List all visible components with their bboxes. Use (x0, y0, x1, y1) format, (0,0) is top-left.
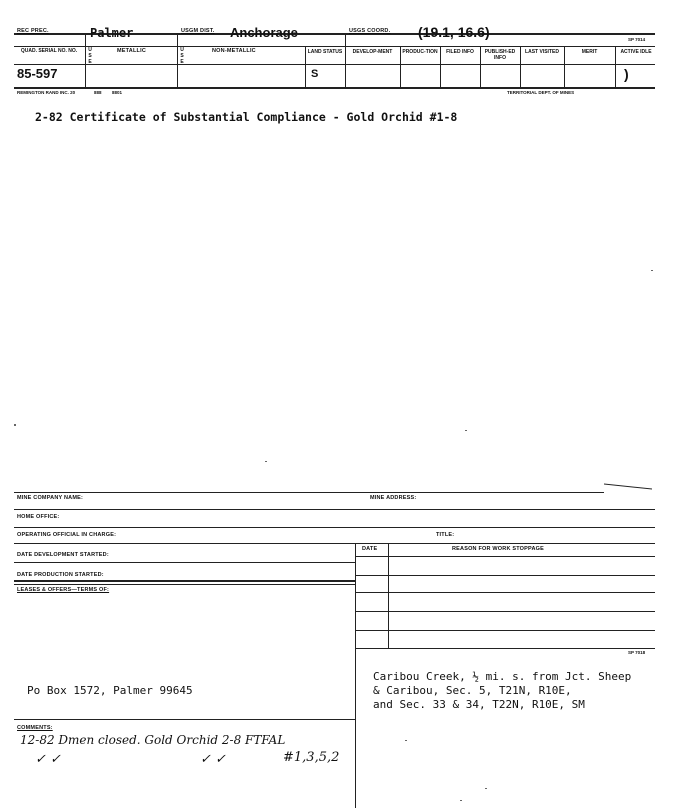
leases-label: LEASES & OFFERS—TERMS OF: (17, 587, 110, 593)
mine-address-value: Po Box 1572, Palmer 99645 (27, 684, 193, 697)
comments-label: COMMENTS: (17, 725, 53, 731)
last-visited-label: LAST VISITED (525, 49, 559, 55)
location-line: and Sec. 33 & 34, T22N, R10E, SM (373, 698, 585, 711)
active-mark: ) (624, 66, 629, 82)
date-column-label: DATE (362, 546, 378, 552)
usgs-coord-label: USGS COORD. (349, 28, 391, 34)
quad-serial-label: QUAD. SERIAL NO. NO. (20, 48, 78, 54)
filed-info-label: FILED INFO (446, 49, 474, 55)
development-started-label: DATE DEVELOPMENT STARTED: (17, 552, 109, 558)
reason-column-label: REASON FOR WORK STOPPAGE (452, 546, 544, 552)
printer-code-1: 888 (94, 90, 102, 95)
handwritten-checks-right: ✓ ✓ (200, 752, 226, 767)
usgm-dist-value: Anchorage (230, 25, 298, 40)
mine-company-label: MINE COMPANY NAME: (17, 495, 84, 501)
rec-prec-value: Palmer (90, 26, 134, 40)
speck (405, 740, 407, 741)
title-label: TITLE: (436, 532, 455, 538)
speck (651, 270, 653, 271)
active-idle-label: ACTIVE IDLE (620, 49, 652, 55)
speck (460, 800, 462, 801)
production-started-label: DATE PRODUCTION STARTED: (17, 572, 104, 578)
printer-code-2: 8801 (112, 90, 123, 95)
printer-line: REMINGTON RAND INC. 20 (17, 90, 76, 95)
development-label: DEVELOP-MENT (352, 49, 393, 55)
handwritten-checks-left: ✓ ✓ (35, 752, 61, 767)
usgm-dist-label: USGM DIST. (181, 28, 215, 34)
serial-number-value: 85-597 (17, 66, 58, 81)
location-line: Caribou Creek, ½ mi. s. from Jct. Sheep (373, 670, 632, 683)
merit-label: MERIT (581, 49, 598, 55)
torn-edge (604, 483, 652, 499)
rec-prec-label: REC PREC. (17, 28, 49, 34)
location-line: & Caribou, Sec. 5, T21N, R10E, (373, 684, 572, 697)
territorial-dept: TERRITORIAL DEPT. OF MINES (507, 90, 575, 95)
land-status-label: LAND STATUS (307, 49, 343, 55)
non-metallic-label: NON-METALLIC (212, 48, 256, 54)
entry-certificate: 2-82 Certificate of Substantial Compliance - Gold Orchid #1-8 (35, 110, 458, 124)
operating-official-label: OPERATING OFFICIAL IN CHARGE: (17, 532, 117, 538)
handwritten-note: 12-82 Dmen closed. Gold Orchid 2-8 FTFAL (20, 733, 286, 747)
usgs-coord-value: (19.1, 16.6) (418, 24, 490, 40)
production-label: PRODUC-TION (402, 49, 438, 55)
land-status-value: S (311, 68, 319, 80)
home-office-label: HOME OFFICE: (17, 514, 60, 520)
published-info-label: PUBLISH-ED INFO (484, 49, 516, 61)
speck (265, 461, 267, 462)
speck (485, 788, 487, 789)
speck (14, 424, 16, 426)
form-number: SP 7014 (628, 37, 646, 42)
use-letters-1: U S E (88, 47, 92, 65)
use-letters-2: U S E (180, 47, 184, 65)
speck (465, 430, 467, 431)
handwritten-number: #1,3,5,2 (283, 750, 340, 765)
mine-address-label: MINE ADDRESS: (370, 495, 417, 501)
form-number-2: SP 7018 (628, 650, 646, 655)
metallic-label: METALLIC (117, 48, 146, 54)
